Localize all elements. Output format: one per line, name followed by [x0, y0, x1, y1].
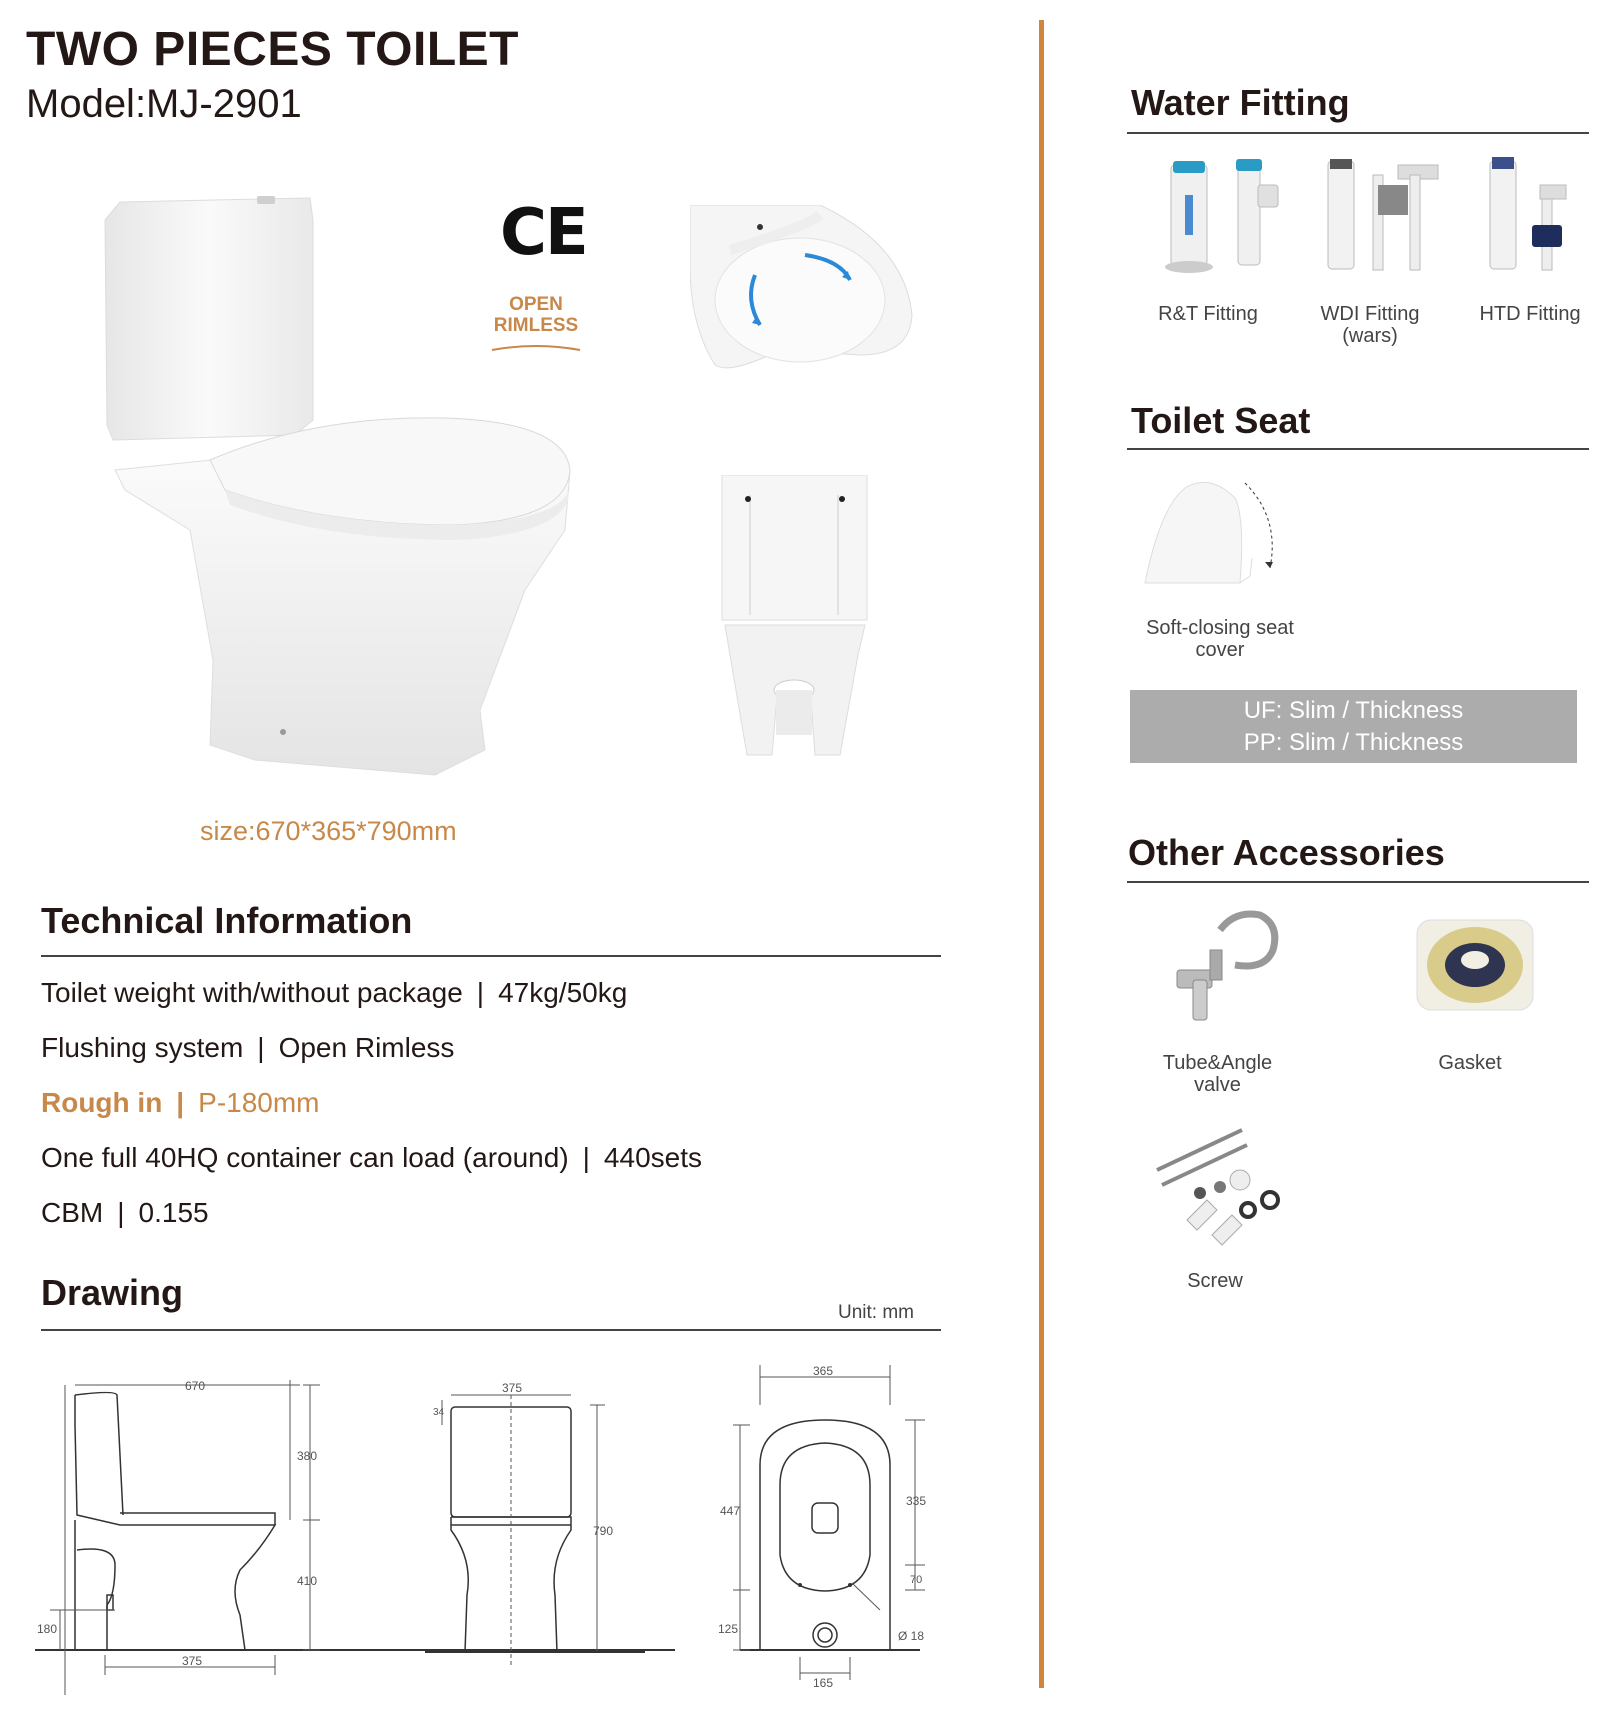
info-value: 440sets	[603, 1142, 702, 1173]
screw-label: Screw	[1187, 1270, 1243, 1292]
rimless-line2: RIMLESS	[493, 315, 579, 336]
gasket-label: Gasket	[1438, 1052, 1502, 1074]
toilet-seat-title: Toilet Seat	[1131, 400, 1311, 441]
rt-fitting-label: R&T Fitting	[1158, 303, 1258, 325]
top-offset-label: 70	[910, 1574, 923, 1586]
rimless-underline-icon	[488, 344, 584, 352]
drawing-rule	[41, 1329, 941, 1331]
info-row-cbm	[41, 1197, 209, 1229]
info-label: Rough in	[41, 1087, 163, 1118]
info-value: 47kg/50kg	[498, 977, 628, 1008]
water-fitting-title: Water Fitting	[1131, 82, 1350, 123]
technical-info-title: Technical Information	[41, 900, 413, 941]
side-outlet-label: 180	[37, 1622, 58, 1636]
seat-caption-line2: cover	[1195, 639, 1245, 661]
wdi-fitting-sub: (wars)	[1342, 325, 1398, 347]
product-size: size:670*365*790mm	[200, 816, 457, 846]
tube-valve-icon	[1165, 905, 1285, 1030]
wdi-fitting-icon	[1318, 155, 1448, 285]
info-row-weight	[41, 977, 627, 1009]
htd-fitting-label: HTD Fitting	[1479, 303, 1581, 325]
info-separator: |	[117, 1197, 125, 1228]
side-base-label: 375	[182, 1654, 203, 1668]
tube-valve-label	[1145, 1052, 1290, 1096]
vertical-divider	[1039, 20, 1044, 1688]
info-label: CBM	[41, 1197, 104, 1228]
ce-mark: CE	[500, 196, 587, 270]
model-number: Model:MJ-2901	[26, 82, 302, 126]
soft-close-seat-icon	[1140, 478, 1280, 603]
top-seat-label: 335	[906, 1494, 927, 1508]
technical-info-rule	[41, 955, 941, 957]
water-fitting-rule	[1127, 132, 1589, 134]
top-base-label: 165	[813, 1676, 834, 1690]
top-view-drawing	[700, 1355, 940, 1695]
info-label: Flushing system	[41, 1032, 244, 1063]
toilet-product-image	[95, 190, 575, 790]
info-label: One full 40HQ container can load (around)	[41, 1142, 569, 1173]
front-width-label: 375	[502, 1381, 523, 1395]
bowl-top-image	[690, 205, 915, 405]
accessories-rule	[1127, 881, 1589, 883]
toilet-seat-rule	[1127, 448, 1589, 450]
side-bowl-height-label: 410	[297, 1574, 318, 1588]
info-separator: |	[476, 977, 485, 1008]
info-separator: |	[582, 1142, 590, 1173]
rt-fitting-icon	[1163, 155, 1283, 285]
seat-option-pp: PP: Slim / Thickness	[1243, 729, 1464, 756]
screw-icon	[1152, 1125, 1282, 1255]
open-rimless-badge	[488, 294, 584, 357]
htd-fitting-icon	[1480, 155, 1590, 285]
top-width-label: 365	[813, 1364, 834, 1378]
wdi-fitting-label	[1290, 303, 1450, 347]
side-length-label: 670	[185, 1379, 206, 1393]
tube-caption-line2: valve	[1194, 1074, 1241, 1096]
gasket-icon	[1415, 915, 1535, 1015]
top-depth-label: 447	[720, 1504, 741, 1518]
top-hole-label: Ø 18	[898, 1629, 925, 1643]
info-row-rough-in	[41, 1087, 320, 1119]
wdi-fitting-name: WDI Fitting	[1320, 303, 1420, 325]
side-tank-height-label: 380	[297, 1449, 318, 1463]
drawing-unit: Unit: mm	[838, 1302, 914, 1323]
top-rear-label: 125	[718, 1622, 739, 1636]
info-value: 0.155	[138, 1197, 209, 1228]
info-label: Toilet weight with/without package	[41, 977, 463, 1008]
front-view-drawing	[425, 1365, 645, 1695]
info-separator: |	[176, 1087, 185, 1118]
info-row-flushing	[41, 1032, 454, 1064]
accessories-title: Other Accessories	[1128, 832, 1445, 873]
tube-caption-line1: Tube&Angle	[1162, 1052, 1273, 1074]
drawing-title: Drawing	[41, 1272, 184, 1313]
front-height-label: 790	[593, 1524, 614, 1538]
soft-close-seat-label	[1125, 617, 1315, 661]
info-value: Open Rimless	[278, 1032, 455, 1063]
page-title: TWO PIECES TOILET	[26, 23, 519, 76]
info-separator: |	[257, 1032, 265, 1063]
seat-option-uf: UF: Slim / Thickness	[1243, 697, 1464, 724]
seat-options-bar	[1130, 690, 1577, 763]
seat-caption-line1: Soft-closing seat	[1146, 617, 1294, 639]
info-row-container	[41, 1142, 702, 1174]
info-value: P-180mm	[198, 1087, 320, 1118]
toilet-back-image	[720, 475, 870, 765]
rimless-line1: OPEN	[509, 294, 563, 315]
front-lid-label: 34	[433, 1407, 445, 1418]
